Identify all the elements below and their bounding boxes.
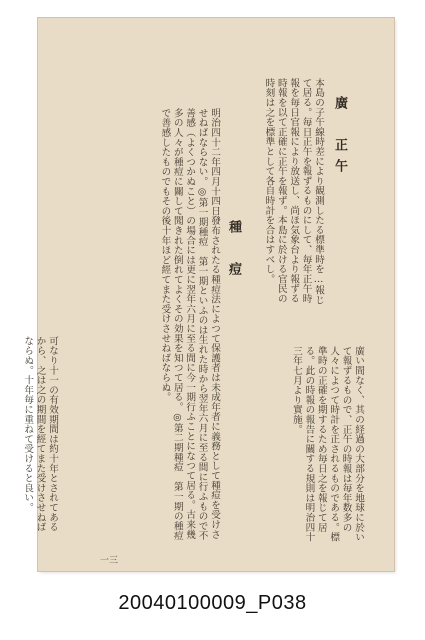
section-body-lower-right: 廣い間なく、其の経過の大部分を地球に於いて報ずるもので、正午の時報は毎年数多の人々によつて時計を正されるものである。標準時の正確を期するため毎日之を報じて居る。此の時報の報告に關する規則は明治四十三年七月より實施。 <box>290 346 364 542</box>
page-number: 一三 <box>100 556 119 566</box>
section-title-noon: 廣 正午 <box>332 96 347 180</box>
archive-caption: 20040100009_P038 <box>118 592 307 614</box>
section-body-lower-left: 可なり十一の有效期間は約十年とされてあるから、之は之の期間を經てまた受けさせねばならぬ。十年毎に重ねて受けると良い。 <box>22 336 58 532</box>
section-body-noon: 本島の子午線時差により観測したる標準時を…報じて居る。毎日正午を報ずるものにして、毎年正午時報を毎日官報により放送し、尚ほ気象台より報ずる時報を以て正確に正午を報ず。本島に於ける官民の時刻は之を標準として各自時計を合はすべし。 <box>263 78 324 305</box>
section-title-vaccination: 種 痘 <box>226 220 241 283</box>
document-page <box>22 18 394 571</box>
section-body-vaccination: 明治四十二年四月十四日發布されたる種痘法によつて保護者は未成年者に義務として種痘を受けさせねばならない。◎第一期種痘 第一期といふのは生れた時から翌年六月に至る間に行ふもので不善感（よくつかぬこと）の場合には更に翌年六月に至る間に今一期行ふことになつて居る。古来幾多の人々が種痘に關して聞きれた倒れてよくその効果を知つて居る。◎第二期種痘 第一期の種痘で善感したものでもその後十年ほど經てまた受けさせねばならぬ。 <box>159 108 220 541</box>
